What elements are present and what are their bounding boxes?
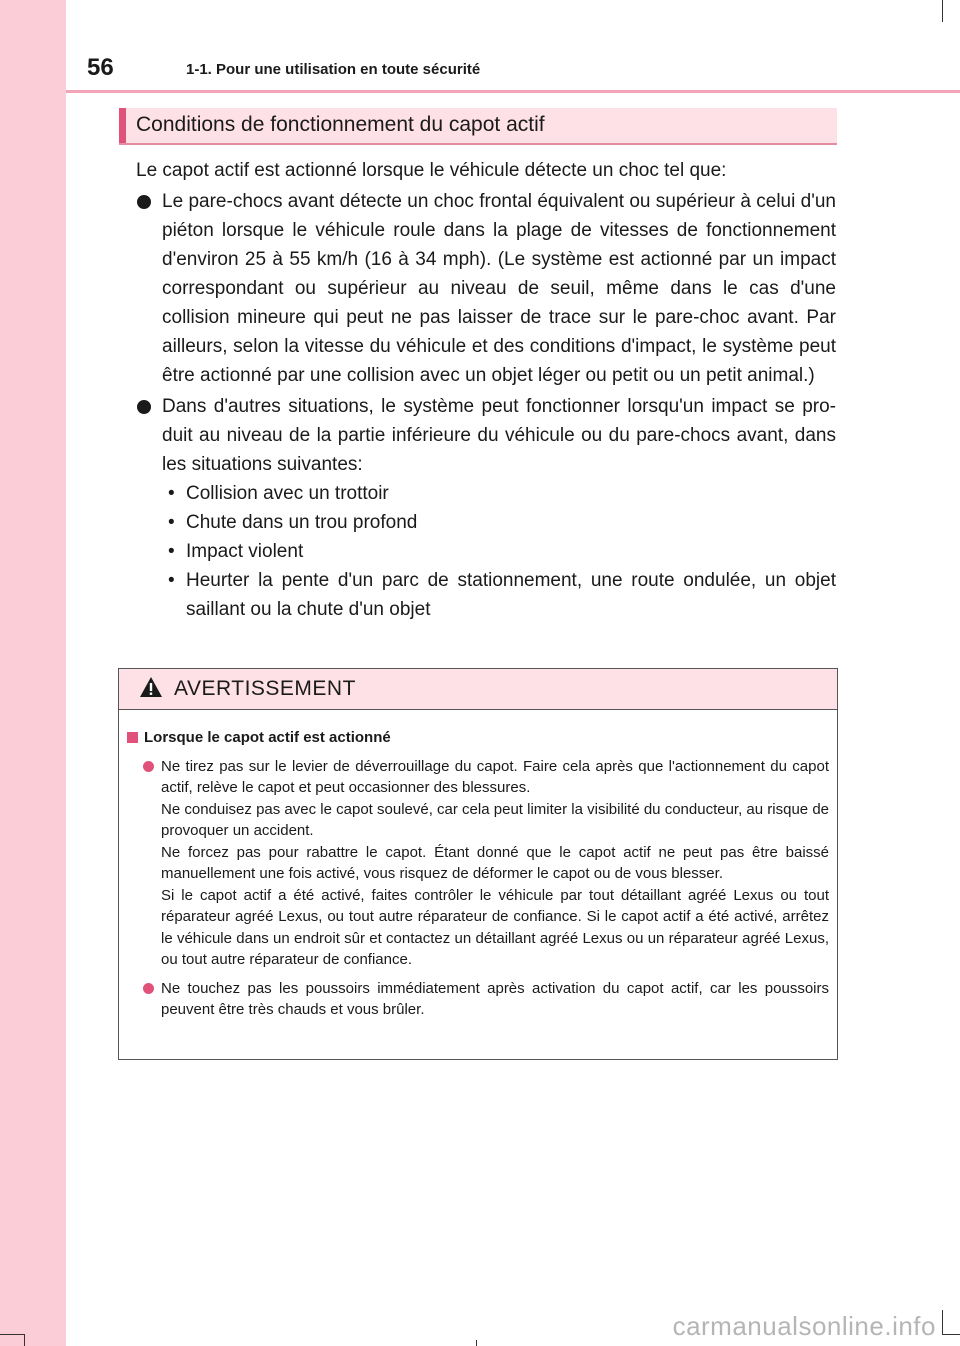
square-bullet-icon xyxy=(127,732,138,743)
intro-paragraph: Le capot actif est actionné lorsque le véhicule détecte un choc tel que: xyxy=(136,160,727,181)
warning-item xyxy=(127,756,829,971)
list-item xyxy=(136,392,836,624)
section-title: Conditions de fonctionnement du capot actif xyxy=(136,113,545,136)
warning-subheading xyxy=(127,727,829,749)
sub-list-item xyxy=(162,479,836,508)
section-heading xyxy=(119,108,837,145)
warning-subheading-text: Lorsque le capot actif est actionné xyxy=(144,729,391,746)
crop-mark xyxy=(942,1334,960,1335)
middle-dot-icon: • xyxy=(168,541,175,562)
list-item xyxy=(136,187,836,390)
left-margin-band xyxy=(0,0,66,1346)
bullet-dot-icon xyxy=(137,195,151,209)
warning-paragraph: Ne conduisez pas avec le capot soulevé, car cela peut limiter la visibilité du conducteur, au risque de provoquer un accident. xyxy=(161,800,829,839)
crop-mark xyxy=(0,1334,24,1335)
warning-body xyxy=(127,727,829,1028)
sub-list-item xyxy=(162,566,836,624)
crop-mark xyxy=(942,0,943,22)
warning-header xyxy=(119,669,837,710)
sub-list xyxy=(162,479,836,624)
warning-paragraph: Si le capot actif a été activé, faites contrôler le véhicule par tout détaillant agréé Lexus ou tout réparateur agréé Lexus, ou tout autre réparateur de confiance. Si le capot actif a été activé, arrêtez le véhicule dans un endroit sûr et contactez un détaillant agréé Lexus ou un réparateur agréé Lexus, ou tout autre réparateur de confiance. xyxy=(161,886,829,968)
page-number: 56 xyxy=(87,54,114,81)
bullet-text: Dans d'autres situations, le système peut fonctionner lorsqu'un impact se produit au niveau de la partie inférieure du véhicule ou du pare-chocs avant, dans les situations suivantes: xyxy=(162,396,836,475)
warning-paragraph: Ne forcez pas pour rabattre le capot. Étant donné que le capot actif ne peut pas être baissé manuellement une fois activé, vous risquez de déformer le capot ou de vous blesser. xyxy=(161,843,829,882)
heading-accent-bar xyxy=(119,108,126,143)
middle-dot-icon: • xyxy=(168,512,175,533)
warning-paragraph: Ne tirez pas sur le levier de déverrouillage du capot. Faire cela après que l'actionnement du capot actif, relève le capot et peut occasionner des blessures. xyxy=(161,757,829,796)
sub-item-text: Chute dans un trou profond xyxy=(186,512,418,533)
sub-item-text: Collision avec un trottoir xyxy=(186,483,389,504)
warning-item xyxy=(127,978,829,1021)
sub-item-text: Heurter la pente d'un parc de stationnement, une route ondulée, un objet saillant ou la chute d'un objet xyxy=(186,570,836,620)
sub-list-item xyxy=(162,537,836,566)
middle-dot-icon: • xyxy=(168,483,175,504)
sub-item-text: Impact violent xyxy=(186,541,304,562)
middle-dot-icon: • xyxy=(168,570,175,591)
watermark: carmanualsonline.info xyxy=(672,1311,936,1341)
chapter-title: 1-1. Pour une utilisation en toute sécurité xyxy=(186,61,481,78)
warning-paragraph: Ne touchez pas les poussoirs immédiatement après activation du capot actif, car les poussoirs peuvent être très chauds et vous brûler. xyxy=(161,979,829,1018)
sub-list-item xyxy=(162,508,836,537)
warning-title: AVERTISSEMENT xyxy=(174,677,356,700)
crop-mark xyxy=(942,1310,943,1334)
bullet-text: Le pare-chocs avant détecte un choc frontal équivalent ou supérieur à celui d'un piéton lorsque le véhicule roule dans la plage de vitesses de fonctionnement d'environ 25 à 55 km/h (16 à 34 mph). (Le système est actionné par un impact correspondant ou supérieur au niveau de seuil, même dans le cas d'une collision mineure qui peut ne pas laisser de trace sur le pare-choc avant. Par ailleurs, selon la vitesse du véhicule et des conditions d'impact, le système peut être actionné par une collision avec un objet léger ou petit ou un petit animal.) xyxy=(162,191,836,386)
crop-mark xyxy=(24,1334,25,1346)
crop-mark xyxy=(476,1340,477,1346)
red-bullet-icon xyxy=(143,761,154,772)
bullet-dot-icon xyxy=(137,400,151,414)
warning-box xyxy=(118,668,838,1060)
red-bullet-icon xyxy=(143,983,154,994)
section-body xyxy=(136,156,836,626)
header-rule xyxy=(66,90,960,93)
warning-triangle-icon xyxy=(139,676,163,698)
